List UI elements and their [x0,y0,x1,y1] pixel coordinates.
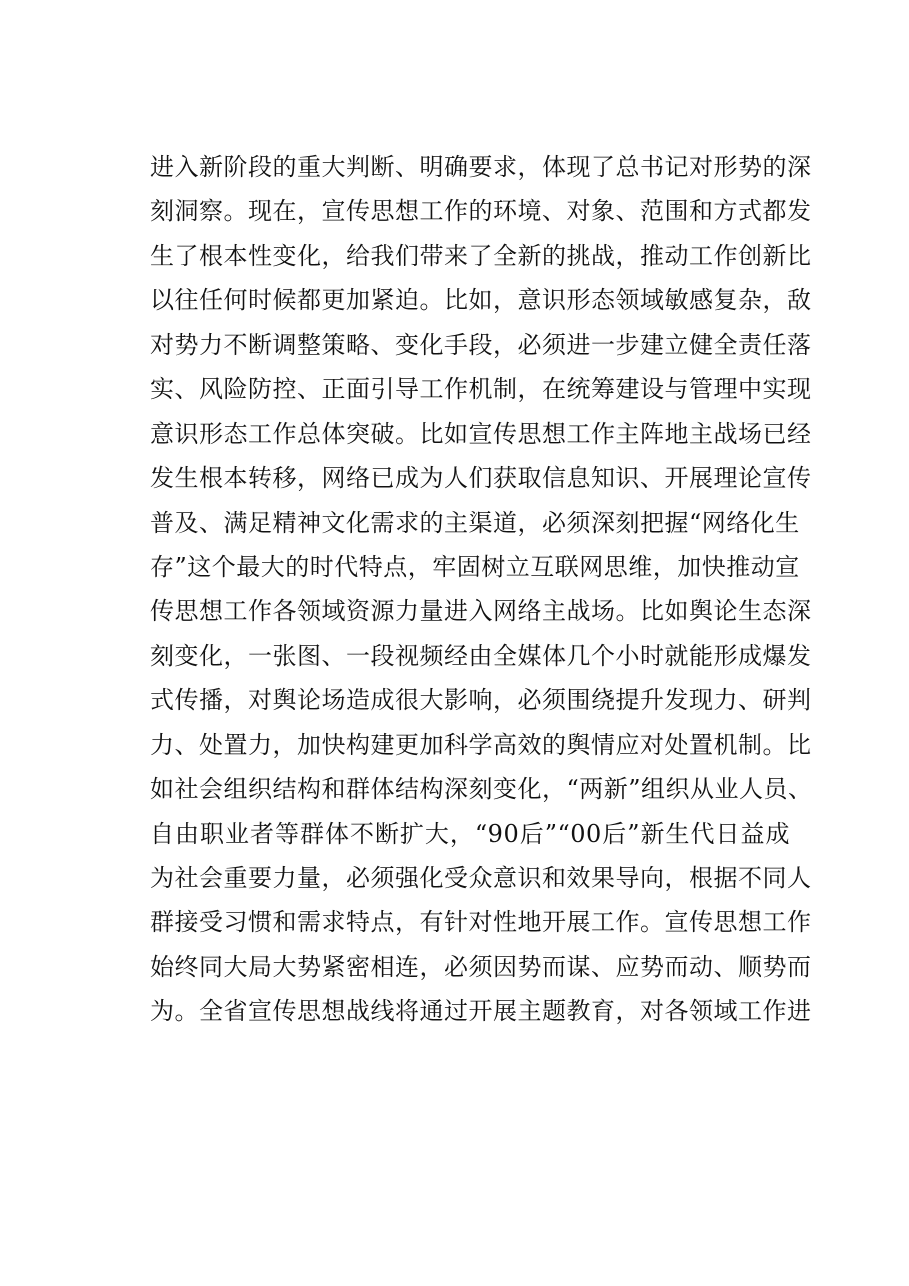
body-paragraph [150,145,813,1034]
text-line: 实、风险防控、正面引导工作机制，在统筹建设与管理中实现 [150,375,812,404]
text-line: 自由职业者等群体不断扩大，“90后”“00后”新生代日益成 [150,819,790,848]
text-line: 以往任何时候都更加紧迫。比如，意识形态领域敏感复杂，敌 [150,286,812,315]
text-line: 力、处置力，加快构建更加科学高效的舆情应对处置机制。比 [150,730,812,759]
text-line: 群接受习惯和需求特点，有针对性地开展工作。宣传思想工作 [150,908,812,937]
text-line: 传思想工作各领域资源力量进入网络主战场。比如舆论生态深 [150,597,812,626]
text-line: 进入新阶段的重大判断、明确要求，体现了总书记对形势的深 [150,153,812,181]
text-line: 存”这个最大的时代特点，牢固树立互联网思维，加快推动宣 [150,552,800,581]
text-line: 始终同大局大势紧密相连，必须因势而谋、应势而动、顺势而 [150,952,812,981]
text-line: 刻变化，一张图、一段视频经由全媒体几个小时就能形成爆发 [150,641,812,670]
text-line: 普及、满足精神文化需求的主渠道，必须深刻把握“网络化生 [150,508,800,537]
text-line: 如社会组织结构和群体结构深刻变化，“两新”组织从业人员、 [150,775,813,804]
text-line: 式传播，对舆论场造成很大影响，必须围绕提升发现力、研判 [150,686,812,715]
text-line: 为。全省宣传思想战线将通过开展主题教育，对各领域工作进 [150,997,812,1026]
text-line: 生了根本性变化，给我们带来了全新的挑战，推动工作创新比 [150,241,812,270]
text-line: 为社会重要力量，必须强化受众意识和效果导向，根据不同人 [150,864,812,892]
text-line: 对势力不断调整策略、变化手段，必须进一步建立健全责任落 [150,330,812,359]
text-line: 发生根本转移，网络已成为人们获取信息知识、开展理论宣传 [150,464,812,493]
text-line: 意识形态工作总体突破。比如宣传思想工作主阵地主战场已经 [150,419,812,448]
text-line: 刻洞察。现在，宣传思想工作的环境、对象、范围和方式都发 [150,197,812,226]
